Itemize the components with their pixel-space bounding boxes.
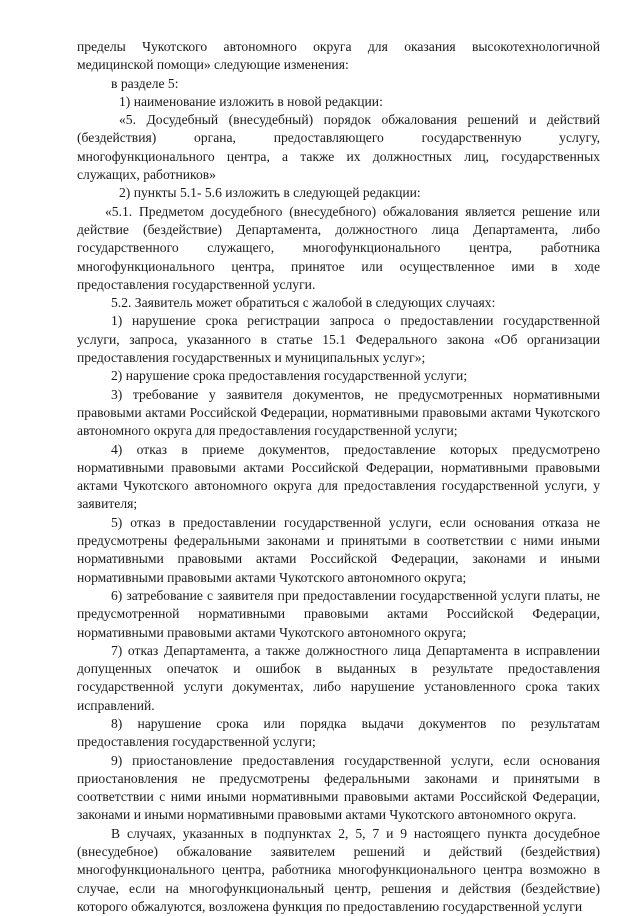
paragraph-5-1: «5.1. Предметом досудебного (внесудебного) обжалования является решение или действие (бездействие) Департамента, должностного лица Департамента, либо государственного служащего, многофункционального центра, работника многофункционального центра, принятое или осуществленное ими в ходе предоставления государственной услуги. bbox=[77, 203, 600, 292]
paragraph-case-3: 3) требование у заявителя документов, не предусмотренных нормативными правовыми актами Российской Федерации, нормативными правовыми актами Чукотского автономного округа для предоставления государственной услуги; bbox=[77, 386, 600, 439]
paragraph-section-5: в разделе 5: bbox=[111, 75, 179, 91]
paragraph-case-5: 5) отказ в предоставлении государственной услуги, если основания отказа не предусмотрены федеральными законами и принятыми в соответствии с ними иными нормативными правовыми актами Российской Федерации, законами и иными нормативными правовыми актами Чукотского автономного округа; bbox=[77, 514, 600, 585]
paragraph-item-2: 2) пункты 5.1- 5.6 изложить в следующей редакции: bbox=[119, 185, 421, 201]
paragraph-case-4: 4) отказ в приеме документов, предоставление которых предусмотрено нормативными правовыми актами Российской Федерации, нормативными правовыми актами Чукотского автономного округа для предоставления государственной услуги, у заявителя; bbox=[77, 441, 600, 512]
paragraph-case-1: 1) нарушение срока регистрации запроса о предоставлении государственной услуги, запроса, указанного в статье 15.1 Федерального закона «Об организации предоставления государственных и муниципальных услуг»; bbox=[77, 313, 600, 366]
paragraph-case-8: 8) нарушение срока или порядка выдачи документов по результатам предоставления государственной услуги; bbox=[77, 715, 600, 750]
paragraph-case-6: 6) затребование с заявителя при предоставлении государственной услуги платы, не предусмотренной нормативными правовыми актами Российской Федерации, нормативными правовыми актами Чукотского автономного округа; bbox=[77, 587, 600, 640]
paragraph-case-2: 2) нарушение срока предоставления государственной услуги; bbox=[111, 368, 468, 384]
paragraph-item-1: 1) наименование изложить в новой редакции: bbox=[119, 93, 383, 109]
paragraph-intro: пределы Чукотского автономного округа для оказания высокотехнологичной медицинской помощи» следующие изменения: bbox=[77, 39, 600, 73]
paragraph-case-7: 7) отказ Департамента, а также должностного лица Департамента в исправлении допущенных опечаток и ошибок в выданных в результате предоставления государственной услуги документах, либо нарушение установленного срока таких исправлений. bbox=[77, 642, 600, 713]
paragraph-5-2: 5.2. Заявитель может обратиться с жалобой в следующих случаях: bbox=[111, 295, 496, 311]
paragraph-case-9: 9) приостановление предоставления государственной услуги, если основания приостановления не предусмотрены федеральными законами и принятыми в соответствии с ними иными нормативными правовыми актами Российской Федерации, законами и иными нормативными правовыми актами Чукотского автономного округа. bbox=[77, 752, 600, 823]
paragraph-final: В случаях, указанных в подпунктах 2, 5, 7 и 9 настоящего пункта досудебное (внесудебное) обжалование заявителем решений и действий (бездействия) многофункционального центра, работника многофункционального центра возможно в случае, если на многофункциональный центр, решения и действия (бездействие) которого обжалуются, возложена функция по предоставлению государственной услуги bbox=[77, 825, 600, 914]
document-body bbox=[77, 38, 600, 916]
paragraph-section-title: «5. Досудебный (внесудебный) порядок обжалования решений и действий (бездействия) органа, предоставляющего государственную услугу, многофункционального центра, а также их должностных лиц, государственных служащих, работников» bbox=[77, 112, 600, 183]
